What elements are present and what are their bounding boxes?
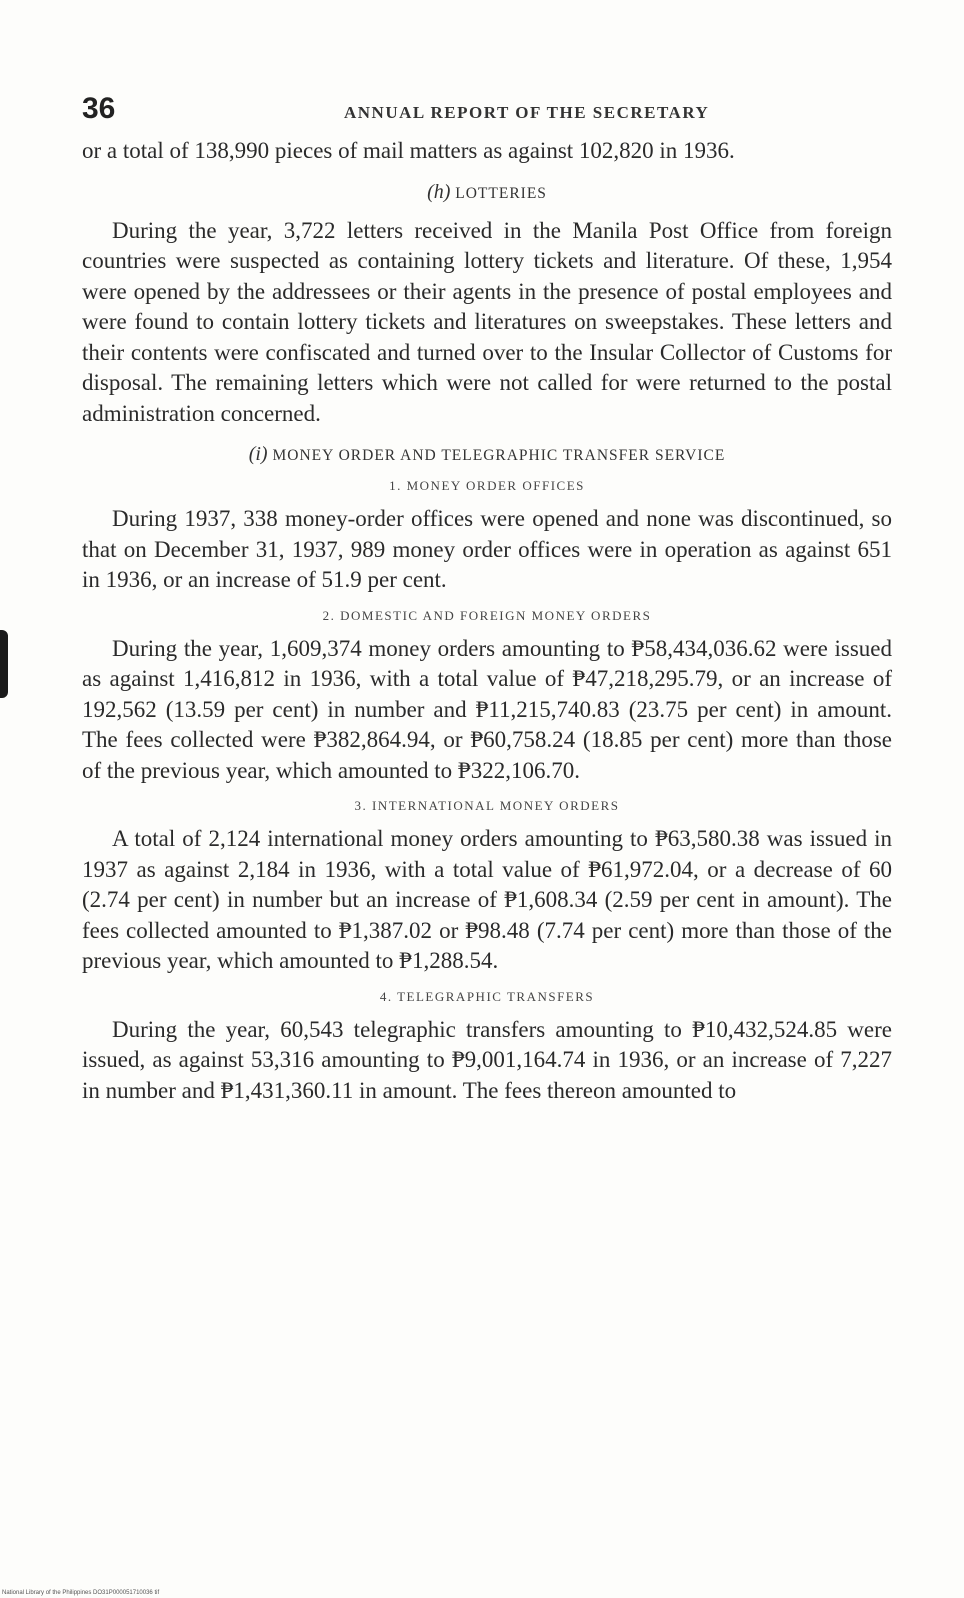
- money-order-offices-paragraph: During 1937, 338 money-order offices were opened and none was discontinued, so that on December 31, 1937, 989 money order offices were in operation as against 651 in 1936, or an increase of 51.9 per cent.: [82, 506, 892, 592]
- section-letter: (i): [248, 443, 268, 465]
- lotteries-paragraph: During the year, 3,722 letters received in the Manila Post Office from foreign countries were suspected as containing lottery tickets and literature. Of these, 1,954 were opened by the addressees or their agents in the presence of postal employees and were found to contain lottery tickets and literatures on sweepstakes. These letters and their contents were confiscated and turned over to the Insular Collector of Customs for disposal. The remaining letters which were not called for were returned to the postal administration concerned.: [82, 217, 892, 426]
- section-heading-lotteries: [82, 181, 892, 204]
- running-head: ANNUAL REPORT OF THE SECRETARY: [344, 103, 710, 122]
- telegraphic-paragraph: During the year, 60,543 telegraphic transfers amounting to ₱10,432,524.85 were issued, as against 53,316 amounting to ₱9,001,164.74 in 1936, or an increase of 7,227 in number and ₱1,431,360.11 in amount. The fees thereon amounted to: [82, 1016, 892, 1103]
- subheading-domestic-foreign: 2. DOMESTIC AND FOREIGN MONEY ORDERS: [322, 607, 652, 623]
- subheading-money-order-offices: 1. MONEY ORDER OFFICES: [389, 478, 585, 493]
- binding-edge-shadow: [0, 630, 8, 698]
- section-title: MONEY ORDER AND TELEGRAPHIC TRANSFER SERVICE: [272, 447, 726, 464]
- domestic-foreign-paragraph: During the year, 1,609,374 money orders amounting to ₱58,434,036.62 were issued as against 1,416,812 in 1936, with a total value of ₱47,218,295.79, or an increase of 192,562 (13.59 per cent) in number and ₱11,215,740.83 (23.75 per cent) in amount. The fees collected were ₱382,864.94, or ₱60,758.24 (18.85 per cent) more than those of the previous year, which amounted to ₱322,106.70.: [82, 635, 892, 783]
- page-header: [82, 92, 892, 126]
- section-letter: (h): [427, 180, 451, 203]
- international-paragraph: A total of 2,124 international money orders amounting to ₱63,580.38 was issued in 1937 as against 2,184 in 1936, with a total value of ₱61,972.04, or a decrease of 60 (2.74 per cent) in number but an increase of ₱1,608.34 (2.59 per cent in amount). The fees collected amounted to ₱1,387.02 or ₱98.48 (7.74 per cent) more than those of the previous year, which amounted to ₱1,288.54.: [82, 826, 892, 973]
- section-title: LOTTERIES: [455, 184, 547, 202]
- subheading-international: 3. INTERNATIONAL MONEY ORDERS: [354, 798, 620, 813]
- subheading-telegraphic: 4. TELEGRAPHIC TRANSFERS: [379, 988, 595, 1004]
- scan-footer: National Library of the Philippines DO31P000051710036 tif: [2, 1590, 160, 1596]
- section-heading-money-order: [82, 443, 892, 466]
- intro-paragraph: or a total of 138,990 pieces of mail matters as against 102,820 in 1936.: [82, 138, 735, 163]
- page-number: 36: [82, 92, 116, 125]
- page-content: [82, 92, 892, 1106]
